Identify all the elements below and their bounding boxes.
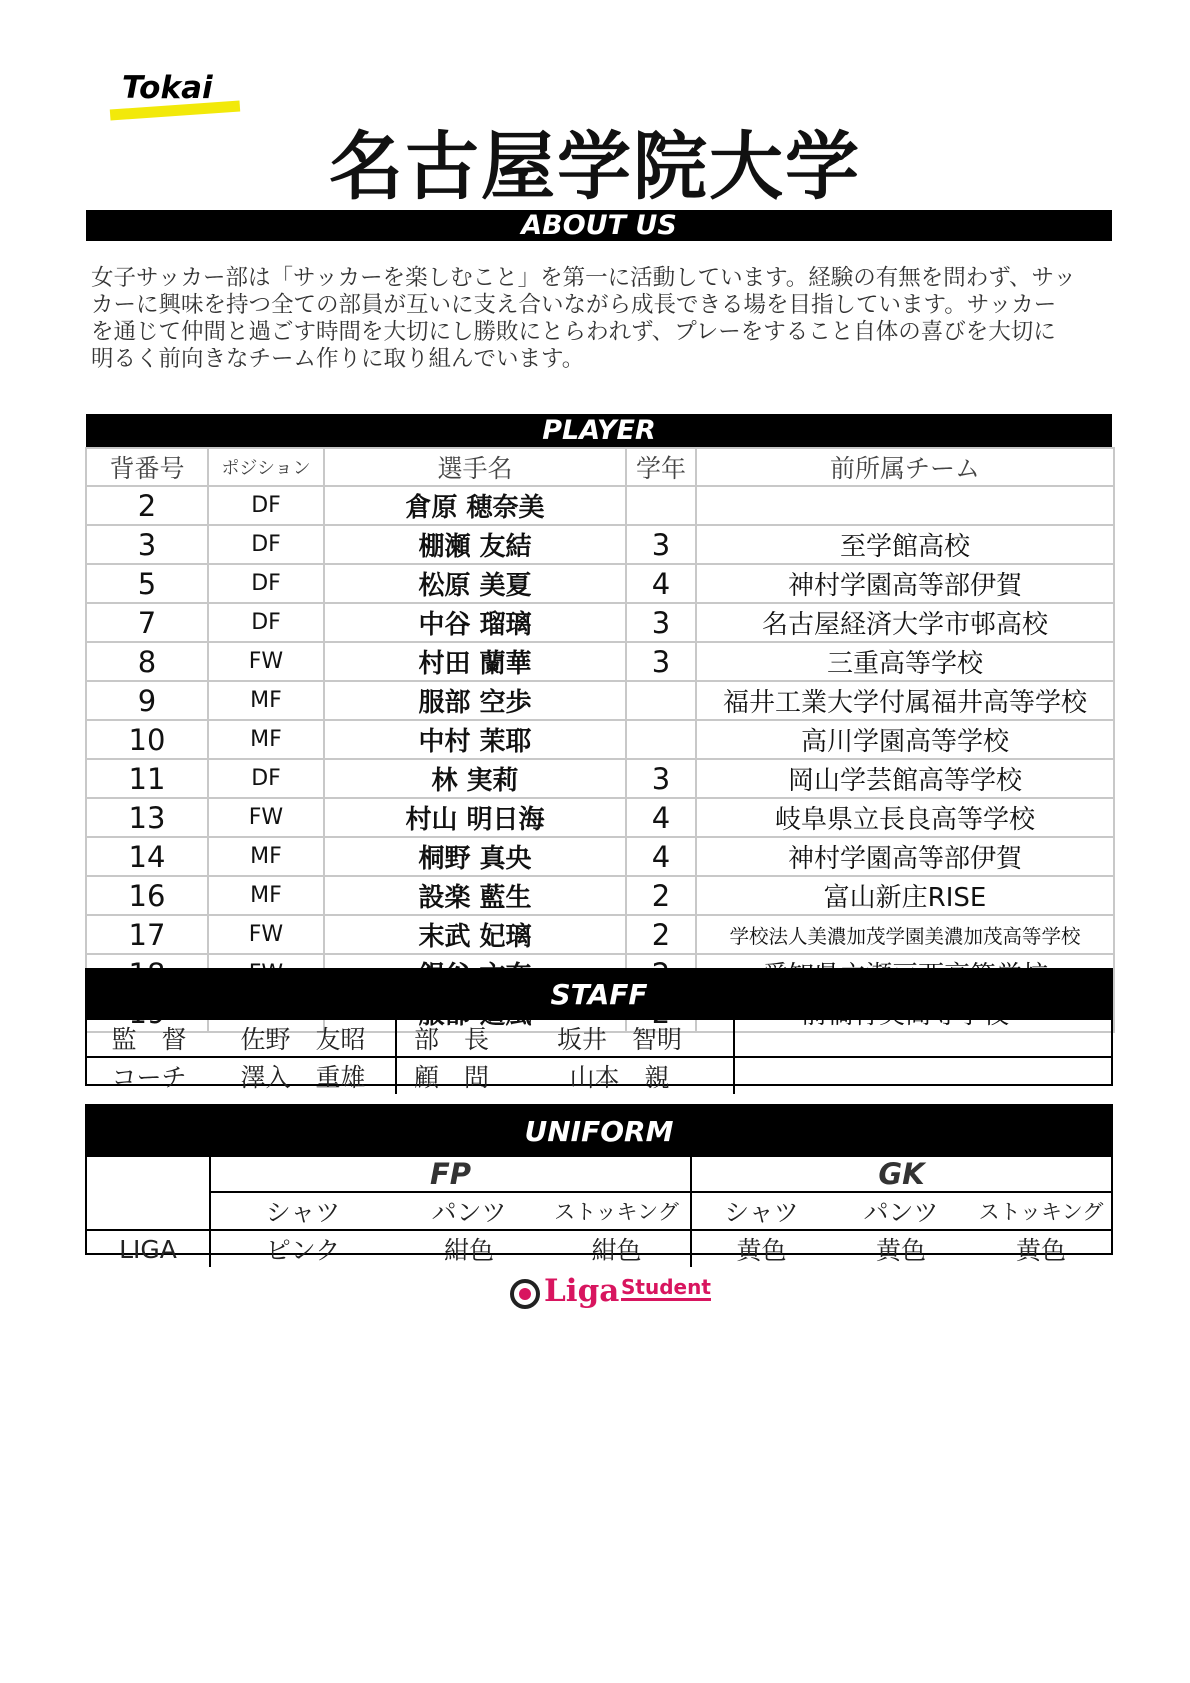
player-number: 13 bbox=[86, 798, 208, 837]
uniform-item-socks: ストッキング bbox=[971, 1192, 1111, 1230]
about-line: 女子サッカー部は「サッカーを楽しむこと」を第一に活動しています。経験の有無を問わず、サッ bbox=[91, 265, 1077, 291]
player-grade: 4 bbox=[626, 564, 696, 603]
player-name: 末武 妃璃 bbox=[324, 915, 626, 954]
staff-name: 山本 親 bbox=[506, 1057, 734, 1094]
player-number: 7 bbox=[86, 603, 208, 642]
uniform-row-label: LIGA bbox=[87, 1230, 210, 1267]
player-name: 林 実莉 bbox=[324, 759, 626, 798]
page-title: 名古屋学院大学 bbox=[329, 124, 861, 210]
player-position: DF bbox=[208, 486, 324, 525]
uniform-gk-socks: 黄色 bbox=[971, 1230, 1111, 1267]
staff-name: 佐野 友昭 bbox=[211, 1020, 396, 1057]
header-grade: 学年 bbox=[626, 448, 696, 486]
player-name: 中谷 瑠璃 bbox=[324, 603, 626, 642]
player-row bbox=[86, 798, 1114, 837]
player-grade: 3 bbox=[626, 759, 696, 798]
player-number: 14 bbox=[86, 837, 208, 876]
uniform-corner-cell bbox=[87, 1157, 210, 1230]
player-position: FW bbox=[208, 798, 324, 837]
player-previous-team: 高川学園高等学校 bbox=[696, 720, 1114, 759]
logo-text-student: Student bbox=[621, 1275, 711, 1299]
player-name: 棚瀬 友結 bbox=[324, 525, 626, 564]
player-name: 桐野 真央 bbox=[324, 837, 626, 876]
uniform-group-fp: FP bbox=[210, 1157, 691, 1192]
player-grade: 4 bbox=[626, 837, 696, 876]
player-previous-team: 富山新庄RISE bbox=[696, 876, 1114, 915]
player-grade: 3 bbox=[626, 525, 696, 564]
logo-emblem-icon bbox=[510, 1279, 540, 1309]
player-number: 11 bbox=[86, 759, 208, 798]
player-previous-team: 学校法人美濃加茂学園美濃加茂高等学校 bbox=[696, 915, 1114, 954]
player-heading: PLAYER bbox=[86, 414, 1112, 447]
player-name: 村山 明日海 bbox=[324, 798, 626, 837]
uniform-group-row bbox=[87, 1157, 1111, 1192]
player-name: 服部 空歩 bbox=[324, 681, 626, 720]
staff-role: 監 督 bbox=[111, 1025, 187, 1054]
player-name: 倉原 穂奈美 bbox=[324, 486, 626, 525]
player-position: MF bbox=[208, 720, 324, 759]
player-grade: 3 bbox=[626, 603, 696, 642]
uniform-item-row bbox=[87, 1192, 1111, 1230]
player-header-row bbox=[86, 448, 1114, 486]
player-name: 松原 美夏 bbox=[324, 564, 626, 603]
player-grade bbox=[626, 681, 696, 720]
about-text bbox=[91, 265, 1111, 373]
player-previous-team: 三重高等学校 bbox=[696, 642, 1114, 681]
staff-heading: STAFF bbox=[87, 970, 1111, 1020]
player-row bbox=[86, 681, 1114, 720]
about-line: 明るく前向きなチーム作りに取り組んでいます。 bbox=[91, 346, 585, 372]
player-previous-team: 名古屋経済大学市邨高校 bbox=[696, 603, 1114, 642]
player-number: 10 bbox=[86, 720, 208, 759]
uniform-heading: UNIFORM bbox=[87, 1106, 1111, 1157]
header-number: 背番号 bbox=[86, 448, 208, 486]
staff-name: 坂井 智明 bbox=[506, 1020, 734, 1057]
uniform-item-pants: パンツ bbox=[395, 1192, 543, 1230]
player-row bbox=[86, 603, 1114, 642]
player-position: MF bbox=[208, 876, 324, 915]
staff-section bbox=[85, 968, 1113, 1092]
player-name: 中村 茉耶 bbox=[324, 720, 626, 759]
player-number: 5 bbox=[86, 564, 208, 603]
uniform-item-shirt: シャツ bbox=[691, 1192, 831, 1230]
staff-empty-cell bbox=[734, 1020, 1111, 1057]
player-grade: 2 bbox=[626, 915, 696, 954]
player-position: DF bbox=[208, 564, 324, 603]
player-grade bbox=[626, 486, 696, 525]
logo-text-liga: Liga bbox=[544, 1273, 620, 1309]
player-number: 3 bbox=[86, 525, 208, 564]
player-position: MF bbox=[208, 681, 324, 720]
player-number: 2 bbox=[86, 486, 208, 525]
player-name: 村田 蘭華 bbox=[324, 642, 626, 681]
liga-student-logo bbox=[510, 1273, 730, 1313]
uniform-item-shirt: シャツ bbox=[210, 1192, 395, 1230]
player-row bbox=[86, 759, 1114, 798]
player-row bbox=[86, 525, 1114, 564]
player-row bbox=[86, 837, 1114, 876]
player-name: 設楽 藍生 bbox=[324, 876, 626, 915]
uniform-gk-shirt: 黄色 bbox=[691, 1230, 831, 1267]
header-name: 選手名 bbox=[324, 448, 626, 486]
uniform-value-row bbox=[87, 1230, 1111, 1267]
header-position: ポジション bbox=[208, 448, 324, 486]
uniform-item-pants: パンツ bbox=[831, 1192, 971, 1230]
player-table bbox=[85, 447, 1115, 1033]
player-previous-team: 神村学園高等部伊賀 bbox=[696, 837, 1114, 876]
uniform-section bbox=[85, 1104, 1113, 1265]
player-previous-team: 神村学園高等部伊賀 bbox=[696, 564, 1114, 603]
about-line: を通じて仲間と過ごす時間を大切にし勝敗にとらわれず、プレーをすること自体の喜びを大切に bbox=[91, 319, 1056, 345]
uniform-group-gk: GK bbox=[691, 1157, 1111, 1192]
uniform-fp-shirt: ピンク bbox=[210, 1230, 395, 1267]
player-row bbox=[86, 642, 1114, 681]
player-position: DF bbox=[208, 525, 324, 564]
player-row bbox=[86, 564, 1114, 603]
player-number: 16 bbox=[86, 876, 208, 915]
player-grade bbox=[626, 720, 696, 759]
uniform-gk-pants: 黄色 bbox=[831, 1230, 971, 1267]
player-row bbox=[86, 720, 1114, 759]
player-grade: 3 bbox=[626, 642, 696, 681]
player-position: FW bbox=[208, 642, 324, 681]
player-row bbox=[86, 876, 1114, 915]
player-number: 9 bbox=[86, 681, 208, 720]
staff-name: 澤入 重雄 bbox=[211, 1057, 396, 1094]
player-previous-team: 岡山学芸館高等学校 bbox=[696, 759, 1114, 798]
staff-role: 顧 問 bbox=[396, 1057, 506, 1094]
player-position: DF bbox=[208, 759, 324, 798]
staff-row bbox=[87, 1020, 1111, 1057]
player-previous-team: 福井工業大学付属福井高等学校 bbox=[696, 681, 1114, 720]
staff-row bbox=[87, 1057, 1111, 1094]
player-position: MF bbox=[208, 837, 324, 876]
staff-empty-cell bbox=[734, 1057, 1111, 1094]
player-grade: 2 bbox=[626, 876, 696, 915]
player-previous-team: 岐阜県立長良高等学校 bbox=[696, 798, 1114, 837]
staff-role: 部 長 bbox=[413, 1025, 489, 1054]
uniform-table bbox=[87, 1157, 1111, 1267]
about-heading: ABOUT US bbox=[86, 210, 1112, 241]
player-number: 17 bbox=[86, 915, 208, 954]
region-label: Tokai bbox=[122, 70, 213, 106]
player-row bbox=[86, 915, 1114, 954]
player-position: FW bbox=[208, 915, 324, 954]
player-previous-team bbox=[696, 486, 1114, 525]
header-team: 前所属チーム bbox=[696, 448, 1114, 486]
staff-table bbox=[87, 1020, 1111, 1094]
uniform-item-socks: ストッキング bbox=[543, 1192, 691, 1230]
staff-role: コーチ bbox=[87, 1057, 211, 1094]
uniform-fp-socks: 紺色 bbox=[543, 1230, 691, 1267]
player-row bbox=[86, 486, 1114, 525]
player-number: 8 bbox=[86, 642, 208, 681]
player-grade: 4 bbox=[626, 798, 696, 837]
about-line: カーに興味を持つ全ての部員が互いに支え合いながら成長できる場を目指しています。サッカー bbox=[91, 292, 1057, 318]
player-previous-team: 至学館高校 bbox=[696, 525, 1114, 564]
player-position: DF bbox=[208, 603, 324, 642]
uniform-fp-pants: 紺色 bbox=[395, 1230, 543, 1267]
